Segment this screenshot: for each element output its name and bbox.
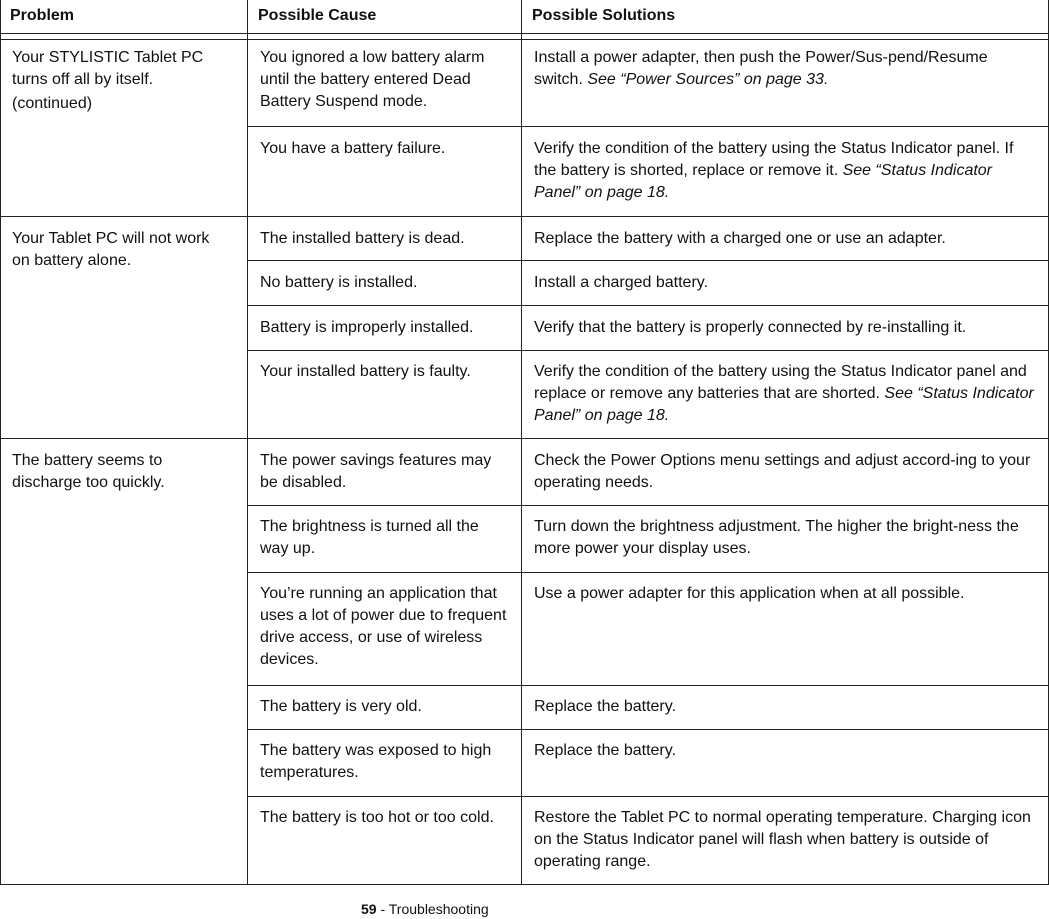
divider	[0, 216, 1049, 217]
divider	[247, 350, 1049, 351]
divider	[247, 572, 1049, 573]
col-header-cause: Possible Cause	[258, 7, 377, 24]
cause-cell: Battery is improperly installed.	[260, 319, 474, 336]
page-footer	[361, 901, 489, 917]
divider	[247, 305, 1049, 306]
cause-cell: You have a battery failure.	[260, 140, 446, 157]
divider	[521, 0, 522, 885]
page-number: 59	[361, 901, 377, 917]
cause-cell: You’re running an application that uses a lot of power due to frequent drive access, or use of wireless devices.	[260, 585, 507, 668]
divider	[247, 729, 1049, 730]
solution-cell: Replace the battery with a charged one or use an adapter.	[534, 230, 946, 247]
solution-cell: Restore the Tablet PC to normal operating temperature. Charging icon on the Status Indicator panel will flash when battery is outside of operating range.	[534, 809, 1031, 870]
problem-cell	[12, 47, 217, 115]
solution-cell	[534, 47, 1034, 91]
divider	[247, 260, 1049, 261]
problem-text: Your STYLISTIC Tablet PC turns off all by itself.	[12, 49, 204, 88]
divider	[0, 438, 1049, 439]
col-header-problem: Problem	[10, 7, 75, 24]
divider	[0, 884, 1049, 885]
cause-cell: The battery is too hot or too cold.	[260, 809, 494, 826]
cause-cell: The battery was exposed to high temperatures.	[260, 742, 492, 781]
solution-text: Verify the condition of the battery using the Status Indicator panel. If the battery is shorted, replace or remove it.	[534, 140, 1014, 179]
solution-cell: Verify that the battery is properly connected by re-installing it.	[534, 319, 967, 336]
cause-cell: No battery is installed.	[260, 274, 418, 291]
solution-cell: Replace the battery.	[534, 698, 677, 715]
divider	[247, 505, 1049, 506]
col-header-solutions: Possible Solutions	[532, 7, 676, 24]
solution-cell: Turn down the brightness adjustment. The higher the bright-ness the more power your display uses.	[534, 518, 1019, 557]
problem-cell: The battery seems to discharge too quickly.	[12, 452, 165, 491]
problem-cell: Your Tablet PC will not work on battery alone.	[12, 230, 210, 269]
solution-cell	[534, 138, 1034, 204]
solution-text: Verify the condition of the battery using the Status Indicator panel and replace or remove any batteries that are shorted.	[534, 363, 1027, 402]
solution-cell: Check the Power Options menu settings and adjust accord-ing to your operating needs.	[534, 452, 1031, 491]
cause-cell: The brightness is turned all the way up.	[260, 518, 479, 557]
cause-cell: You ignored a low battery alarm until the battery entered Dead Battery Suspend mode.	[260, 49, 485, 110]
page-reference: See “Power Sources” on page 33.	[587, 71, 829, 88]
divider	[0, 39, 1049, 40]
divider	[247, 796, 1049, 797]
page-reference: See “Status Indicator Panel” on page 18.	[534, 162, 993, 201]
solution-cell: Install a charged battery.	[534, 274, 709, 291]
divider	[247, 0, 248, 885]
table-header	[0, 0, 1049, 34]
solution-cell: Replace the battery.	[534, 742, 677, 759]
divider	[0, 0, 1, 885]
page-reference: See “Status Indicator Panel” on page 18.	[534, 385, 1034, 424]
divider	[247, 685, 1049, 686]
cause-cell: The battery is very old.	[260, 698, 422, 715]
solution-cell: Use a power adapter for this application when at all possible.	[534, 585, 965, 602]
divider	[247, 126, 1049, 127]
solution-text: Install a power adapter, then push the Power/Sus-pend/Resume switch.	[534, 49, 988, 88]
cause-cell: The power savings features may be disabled.	[260, 452, 492, 491]
cause-cell: Your installed battery is faulty.	[260, 363, 471, 380]
section-name: - Troubleshooting	[376, 901, 489, 917]
cause-cell: The installed battery is dead.	[260, 230, 465, 247]
solution-cell	[534, 361, 1034, 427]
problem-continued: (continued)	[12, 95, 93, 112]
